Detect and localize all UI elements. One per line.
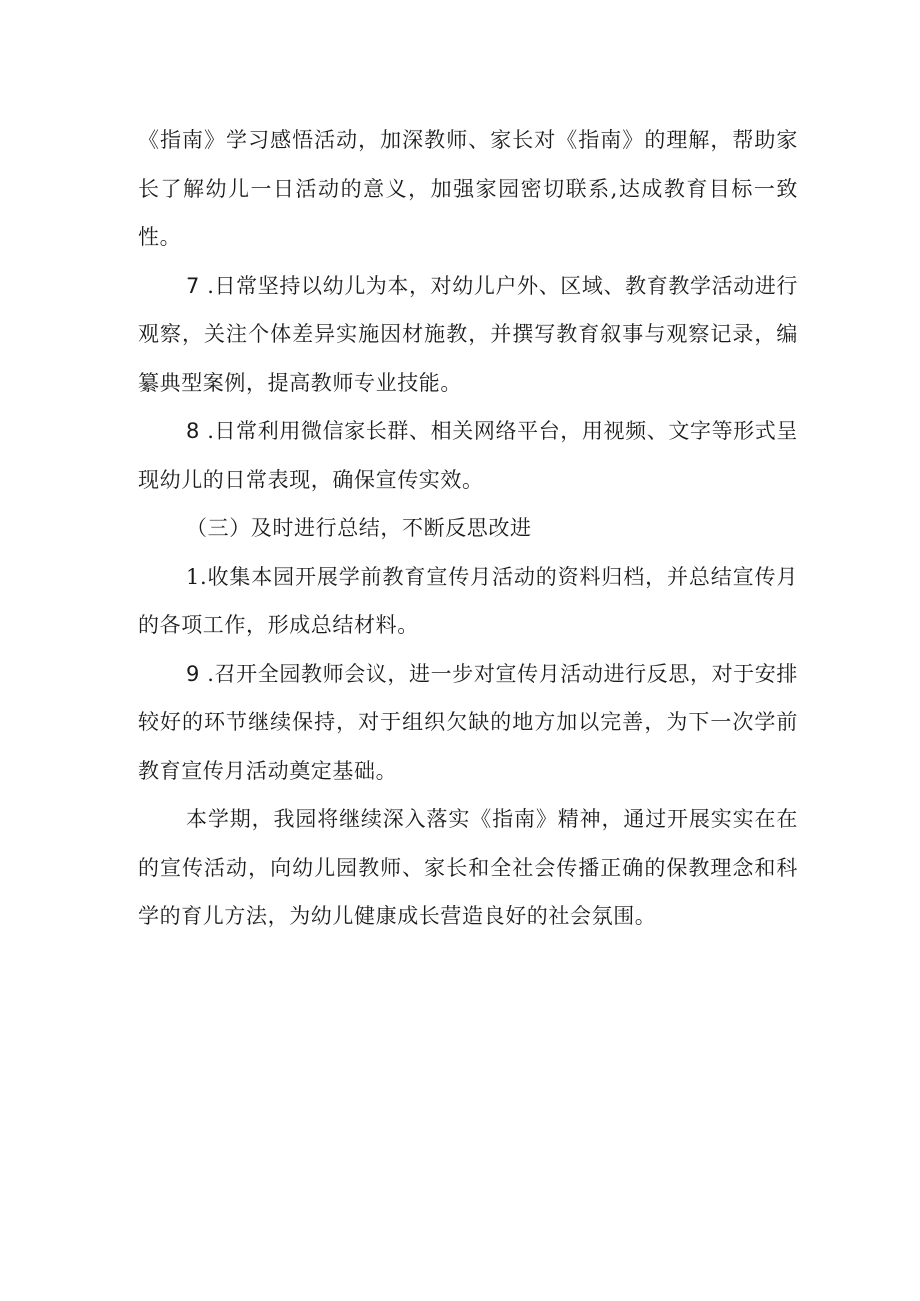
paragraph-text: 《指南》学习感悟活动，加深教师、家长对《指南》的理解，帮助家长了解幼儿一日活动的意义，加强家园密切联系,达成教育目标一致性。: [138, 128, 798, 249]
heading-text: （三）及时进行总结，不断反思改进: [186, 516, 532, 540]
paragraph-text: .日常利用微信家长群、相关网络平台，用视频、文字等形式呈现幼儿的日常表现，确保宣传实效。: [138, 419, 798, 492]
document-body: [138, 116, 798, 941]
paragraph-text: .召开全园教师会议，进一步对宣传月活动进行反思，对于安排较好的环节继续保持，对于组织欠缺的地方加以完善，为下一次学前教育宣传月活动奠定基础。: [138, 661, 798, 783]
paragraph-guide-activity: [138, 116, 798, 262]
item-number: 9: [186, 661, 200, 686]
paragraph-item-8: [138, 407, 798, 504]
paragraph-item-1: [138, 553, 798, 650]
paragraph-text: 1.收集本园开展学前教育宣传月活动的资料归档，并总结宣传月的各项工作，形成总结材料。: [138, 564, 798, 637]
paragraph-conclusion: [138, 795, 798, 941]
item-number: 7: [186, 273, 200, 298]
item-number: 8: [186, 419, 200, 443]
paragraph-text: .日常坚持以幼儿为本，对幼儿户外、区域、教育教学活动进行观察，关注个体差异实施因材施教，并撰写教育叙事与观察记录，编纂典型案例，提高教师专业技能。: [138, 273, 798, 395]
paragraph-text: 本学期，我园将继续深入落实《指南》精神，通过开展实实在在的宣传活动，向幼儿园教师、家长和全社会传播正确的保教理念和科学的育儿方法，为幼儿健康成长营造良好的社会氛围。: [138, 807, 798, 928]
section-heading-summary: [138, 504, 798, 553]
paragraph-item-9: [138, 650, 798, 796]
paragraph-item-7: [138, 262, 798, 408]
